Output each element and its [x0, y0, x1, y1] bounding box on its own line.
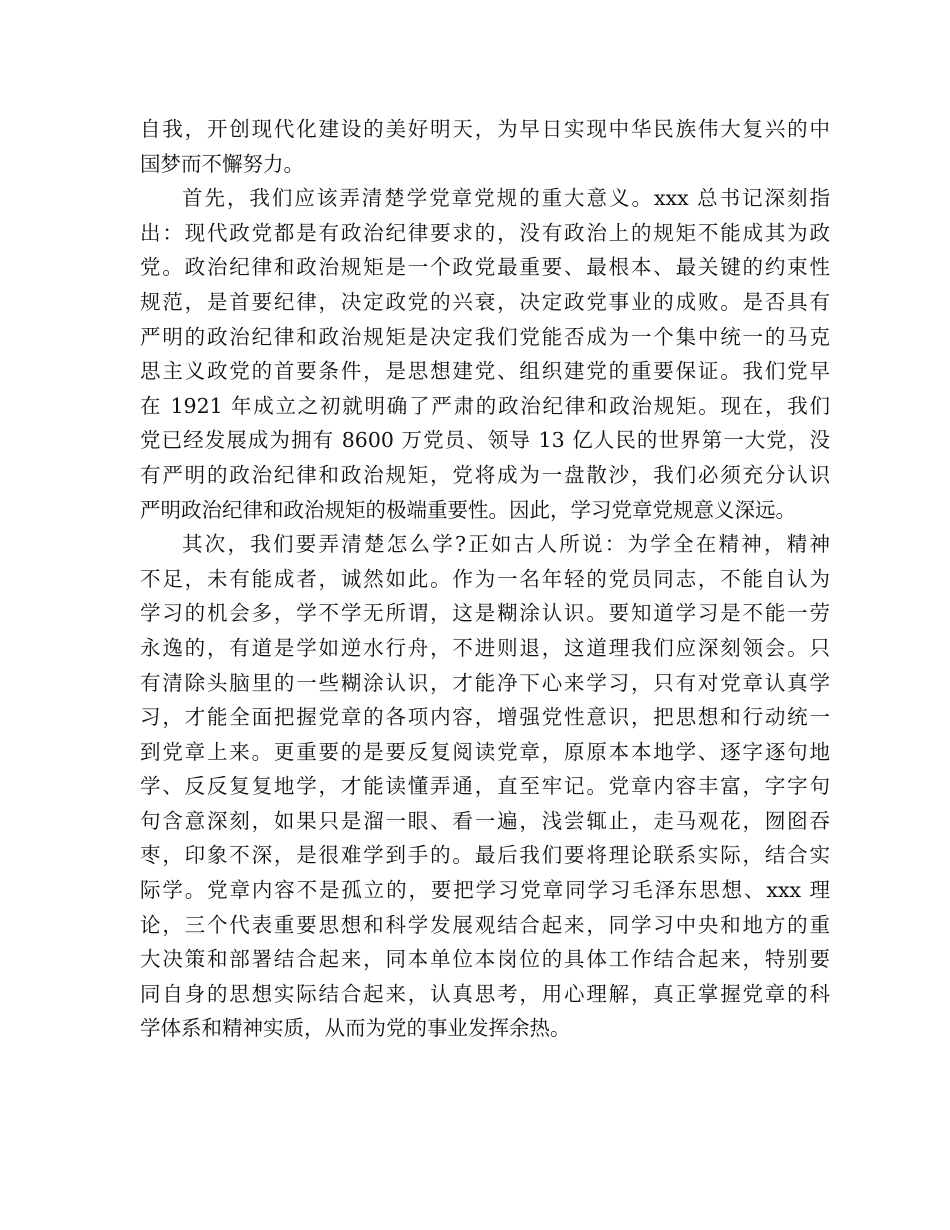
text-line: 永逸的，有道是学如逆水行舟，不进则退，这道理我们应深刻领会。只 [140, 635, 830, 660]
text-line: 党。政治纪律和政治规矩是一个政党最重要、最根本、最关键的约束性 [140, 255, 830, 280]
text-line: 首先，我们应该弄清楚学党章党规的重大意义。xxx 总书记深刻指 [182, 186, 830, 211]
text-line: 际学。党章内容不是孤立的，要把学习党章同学习毛泽东思想、xxx 理 [140, 878, 830, 903]
text-line: 严明的政治纪律和政治规矩是决定我们党能否成为一个集中统一的马克 [140, 324, 830, 349]
document-body [140, 112, 830, 1046]
text-line: 到党章上来。更重要的是要反复阅读党章，原原本本地学、逐字逐句地 [140, 739, 830, 764]
text-line: 有清除头脑里的一些糊涂认识，才能净下心来学习，只有对党章认真学 [140, 670, 830, 695]
text-line: 枣，印象不深，是很难学到手的。最后我们要将理论联系实际，结合实 [140, 843, 830, 868]
text-line: 自我，开创现代化建设的美好明天，为早日实现中华民族伟大复兴的中 [140, 117, 830, 141]
text-line: 论，三个代表重要思想和科学发展观结合起来，同学习中央和地方的重 [140, 912, 830, 937]
text-line: 其次，我们要弄清楚怎么学?正如古人所说：为学全在精神，精神 [182, 532, 830, 557]
text-line: 党已经发展成为拥有 8600 万党员、领导 13 亿人民的世界第一大党，没 [140, 428, 830, 453]
text-line: 句含意深刻，如果只是溜一眼、看一遍，浅尝辄止，走马观花，囫囵吞 [140, 808, 830, 833]
text-line: 严明政治纪律和政治规矩的极端重要性。因此，学习党章党规意义深远。 [140, 497, 796, 522]
text-line: 学体系和精神实质，从而为党的事业发挥余热。 [140, 1016, 571, 1041]
text-line: 在 1921 年成立之初就明确了严肃的政治纪律和政治规矩。现在，我们 [140, 393, 830, 418]
text-line: 思主义政党的首要条件，是思想建党、组织建党的重要保证。我们党早 [140, 359, 830, 384]
text-line: 习，才能全面把握党章的各项内容，增强党性意识，把思想和行动统一 [140, 705, 830, 730]
text-line: 学、反反复复地学，才能读懂弄通，直至牢记。党章内容丰富，字字句 [140, 774, 830, 799]
text-line: 大决策和部署结合起来，同本单位本岗位的具体工作结合起来，特别要 [140, 947, 830, 972]
text-line: 有严明的政治纪律和政治规矩，党将成为一盘散沙，我们必须充分认识 [140, 462, 830, 487]
text-line: 不足，未有能成者，诚然如此。作为一名年轻的党员同志，不能自认为 [140, 566, 830, 591]
text-line: 学习的机会多，学不学无所谓，这是糊涂认识。要知道学习是不能一劳 [140, 601, 830, 626]
text-line: 规范，是首要纪律，决定政党的兴衰，决定政党事业的成败。是否具有 [140, 289, 830, 314]
text-line: 出：现代政党都是有政治纪律要求的，没有政治上的规矩不能成其为政 [140, 220, 830, 245]
text-line: 国梦而不懈努力。 [140, 151, 304, 176]
text-line: 同自身的思想实际结合起来，认真思考，用心理解，真正掌握党章的科 [140, 981, 830, 1006]
